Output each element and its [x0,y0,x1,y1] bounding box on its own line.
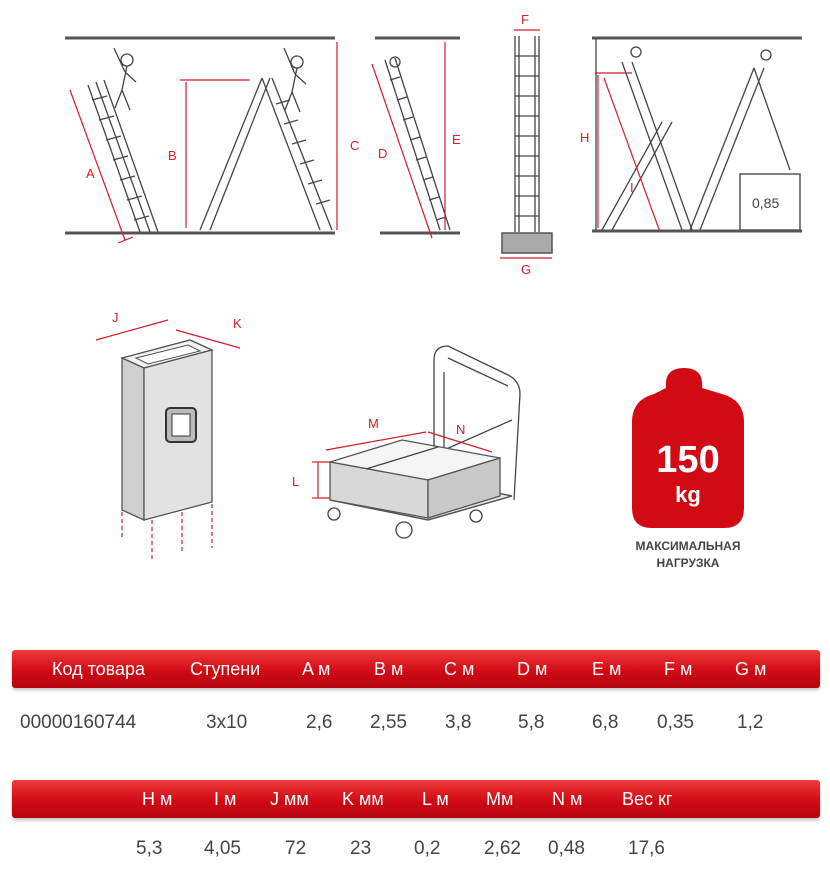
table1-value: 5,8 [518,712,545,733]
label-I: I [630,180,634,195]
panel-extended-ladder [372,38,461,238]
label-A: A [86,166,95,181]
table2-value: 17,6 [628,838,665,859]
label-E: E [452,132,461,147]
panel-front-view [500,12,552,277]
dimension-E [445,42,461,230]
table1-header: G м [735,659,767,679]
label-H: H [580,130,590,145]
table2-header: N м [552,789,583,809]
table2-value: 0,2 [414,838,441,859]
dimension-L [292,462,330,498]
table1-value: 3,8 [445,712,472,733]
label-M: M [368,416,379,431]
table2-value: 0,48 [548,838,585,859]
label-B: B [168,148,177,163]
label-N: N [456,422,466,437]
max-load-caption-2: НАГРУЗКА [656,556,720,570]
table2-value: 4,05 [204,838,241,859]
table2-header: I м [214,789,237,809]
table1-value: 3x10 [206,712,248,733]
dimension-J [96,310,168,340]
max-load-value: 150 [656,439,720,481]
label-G: G [521,262,532,277]
dimension-C [337,42,359,230]
table2-header: H м [142,789,173,809]
table2-value: 23 [350,838,372,859]
table2-header: J мм [270,789,309,809]
table1-value: 0,35 [657,712,694,733]
panel-profile [96,310,242,560]
label-C: C [350,138,360,153]
label-K: K [233,316,242,331]
table2-header: Вес кг [622,789,673,809]
aframe-ladder-illustration [200,48,332,230]
panel-leaning-and-aframe [65,38,359,243]
max-load-unit: kg [675,482,701,507]
panel-cart [292,346,520,538]
table2-value: 5,3 [136,838,163,859]
dimension-I [604,78,660,232]
label-F: F [521,12,529,27]
table1-value: 6,8 [592,712,619,733]
table2-value: 2,62 [484,838,521,859]
table1-header: D м [517,659,548,679]
table1-value: 00000160744 [20,712,137,733]
table1-header: E м [592,659,622,679]
table1-header: B м [374,659,404,679]
label-wall-value: 0,85 [752,195,780,211]
table1-value: 1,2 [737,712,764,733]
table1-header: C м [444,659,475,679]
table2-header: Mм [486,789,514,809]
table2-value: 72 [285,838,307,859]
dimension-A [70,90,133,243]
max-load-caption-1: МАКСИМАЛЬНАЯ [635,539,741,553]
leaning-ladder-illustration [88,48,158,232]
max-load-badge [632,368,744,570]
dimension-H [580,73,632,228]
table1-header: Ступени [190,659,261,679]
table1-value: 2,55 [370,712,407,733]
table1-header: Код товара [52,659,146,679]
table1-header: A м [302,659,331,679]
label-L: L [292,474,300,489]
table2-header-bar [12,780,820,818]
table1-header-bar [12,650,820,688]
table1-header: F м [664,659,693,679]
table1-value: 2,6 [306,712,333,733]
table2-header: K мм [342,789,384,809]
label-J: J [112,310,119,325]
dimension-B [168,80,250,228]
table2-header: L м [422,789,449,809]
dimension-D [372,64,432,238]
label-D: D [378,146,388,161]
panel-wall-setup [580,38,802,232]
